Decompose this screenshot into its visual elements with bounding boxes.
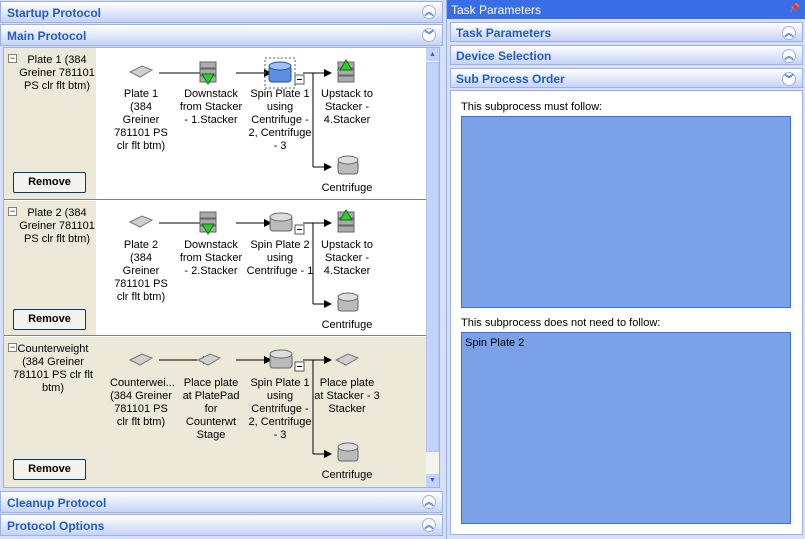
flow-node-label: Plate 1 (384 Greiner 781101 PS clr flt btm) bbox=[114, 88, 168, 152]
task-parameters-header[interactable] bbox=[450, 22, 803, 42]
scrollbar-thumb[interactable] bbox=[426, 62, 439, 452]
centrifuge-icon[interactable] bbox=[268, 348, 294, 370]
must-follow-list[interactable] bbox=[461, 116, 791, 308]
plate-name: Plate 1 (384 Greiner 781101 PS clr flt btm) bbox=[19, 54, 95, 92]
flow-node-label: Counterwei... (384 Greiner 781101 PS clr flt btm) bbox=[110, 377, 175, 428]
flow-node-label: Spin Plate 2 using Centrifuge - 1 bbox=[246, 239, 314, 277]
stacker-down-icon[interactable] bbox=[196, 60, 222, 86]
collapse-toggle[interactable]: − bbox=[9, 206, 16, 216]
protocol-row bbox=[4, 48, 428, 200]
flow-node-label: Place plate at PlatePad for Counterwt Stage bbox=[182, 377, 240, 441]
cleanup-protocol-header[interactable] bbox=[0, 491, 443, 513]
collapse-box-icon[interactable] bbox=[295, 75, 305, 85]
scroll-down-icon[interactable]: ▼ bbox=[426, 474, 439, 487]
chevron-down-icon[interactable]: ︾ bbox=[422, 28, 436, 42]
flow-node-label: Spin Plate 1 using Centrifuge - 2, Centrifuge - 3 bbox=[248, 377, 312, 441]
task-parameters-pane bbox=[446, 0, 805, 539]
section-title: Task Parameters bbox=[456, 26, 552, 40]
collapse-box-icon[interactable] bbox=[295, 225, 305, 235]
centrifuge-icon[interactable] bbox=[265, 58, 295, 88]
flow-node-label: Downstack from Stacker - 1.Stacker bbox=[179, 88, 243, 126]
flow-node-label: Upstack to Stacker - 4.Stacker bbox=[321, 88, 373, 126]
flow-node-label: Downstack from Stacker - 2.Stacker bbox=[179, 239, 243, 277]
plate-icon[interactable] bbox=[128, 66, 154, 78]
plate-icon[interactable] bbox=[196, 354, 222, 366]
window-title: Task Parameters bbox=[451, 3, 542, 17]
remove-button[interactable]: Remove bbox=[13, 309, 86, 330]
centrifuge-icon[interactable] bbox=[268, 211, 294, 233]
flow-node-label: Spin Plate 1 using Centrifuge - 2, Centrifuge - 3 bbox=[248, 88, 312, 152]
chevron-up-icon[interactable]: ︽ bbox=[782, 49, 796, 63]
flow-node-label: Centrifuge bbox=[321, 469, 373, 481]
startup-protocol-title: Startup Protocol bbox=[7, 6, 102, 20]
vertical-scrollbar[interactable] bbox=[426, 48, 439, 487]
flow-node-label: Centrifuge bbox=[321, 182, 373, 194]
cleanup-protocol-title: Cleanup Protocol bbox=[7, 496, 107, 510]
stacker-down-icon[interactable] bbox=[196, 210, 222, 236]
collapse-toggle[interactable]: − bbox=[9, 342, 16, 352]
pin-icon[interactable]: 📌 bbox=[788, 3, 800, 13]
stacker-up-icon[interactable] bbox=[334, 210, 360, 236]
centrifuge-icon[interactable] bbox=[336, 154, 360, 176]
scroll-up-icon[interactable]: ▲ bbox=[426, 48, 439, 61]
plate-icon[interactable] bbox=[128, 216, 154, 228]
chevron-up-icon[interactable]: ︽ bbox=[422, 518, 436, 532]
main-protocol-title: Main Protocol bbox=[7, 29, 87, 43]
flow-node-label: Centrifuge bbox=[321, 319, 373, 331]
centrifuge-icon[interactable] bbox=[336, 291, 360, 313]
protocol-row bbox=[4, 201, 428, 336]
device-selection-header[interactable] bbox=[450, 45, 803, 65]
remove-button[interactable]: Remove bbox=[13, 459, 86, 480]
chevron-up-icon[interactable]: ︽ bbox=[782, 26, 796, 40]
sub-process-order-content bbox=[450, 90, 803, 535]
plate-icon[interactable] bbox=[334, 354, 360, 366]
startup-protocol-header[interactable] bbox=[0, 1, 443, 23]
not-follow-list[interactable] bbox=[461, 332, 791, 524]
flow-node-label: Plate 2 (384 Greiner 781101 PS clr flt btm) bbox=[114, 239, 168, 303]
collapse-box-icon[interactable] bbox=[295, 362, 305, 372]
protocol-options-header[interactable] bbox=[0, 514, 443, 536]
plate-icon[interactable] bbox=[128, 354, 154, 366]
chevron-up-icon[interactable]: ︽ bbox=[422, 495, 436, 509]
plate-name: Counterweight (384 Greiner 781101 PS clr flt btm) bbox=[13, 343, 93, 394]
flow-node-label: Place plate at Stacker - 3 Stacker bbox=[314, 377, 380, 415]
stacker-up-icon[interactable] bbox=[334, 60, 360, 86]
section-title: Device Selection bbox=[456, 49, 552, 63]
main-protocol-header[interactable] bbox=[0, 24, 443, 46]
flow-node-label: Upstack to Stacker - 4.Stacker bbox=[321, 239, 373, 277]
protocol-options-title: Protocol Options bbox=[7, 519, 105, 533]
section-title: Sub Process Order bbox=[456, 72, 565, 86]
remove-button[interactable]: Remove bbox=[13, 172, 86, 193]
chevron-up-icon[interactable]: ︽ bbox=[422, 5, 436, 19]
main-protocol-content bbox=[3, 47, 440, 488]
chevron-down-icon[interactable]: ︾ bbox=[782, 72, 796, 86]
not-follow-label: This subprocess does not need to follow: bbox=[461, 317, 661, 329]
centrifuge-icon[interactable] bbox=[336, 441, 360, 463]
plate-name: Plate 2 (384 Greiner 781101 PS clr flt btm) bbox=[19, 207, 95, 245]
list-item[interactable]: Spin Plate 2 bbox=[465, 337, 525, 349]
task-parameters-titlebar bbox=[447, 0, 805, 19]
protocol-row bbox=[4, 337, 428, 488]
sub-process-order-header[interactable] bbox=[450, 68, 803, 88]
must-follow-label: This subprocess must follow: bbox=[461, 101, 603, 113]
collapse-toggle[interactable]: − bbox=[9, 53, 16, 63]
